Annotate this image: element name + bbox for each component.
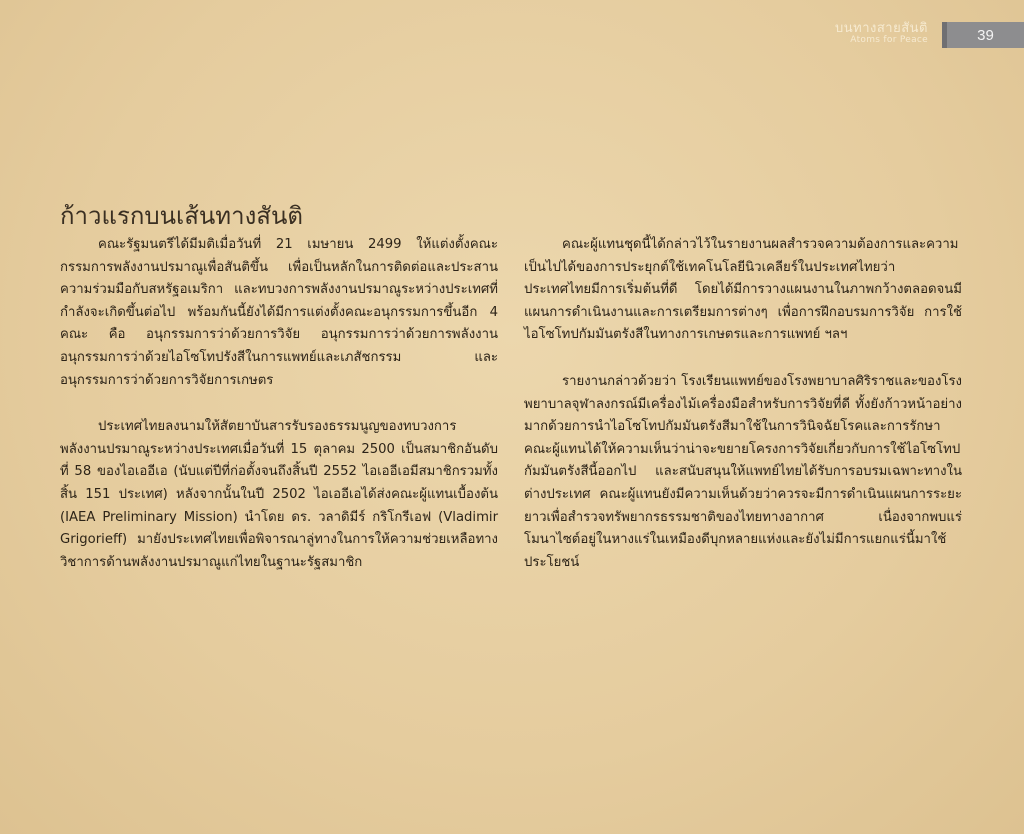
paragraph: รายงานกล่าวด้วยว่า โรงเรียนแพทย์ของโรงพยาบาลศิริราชและของโรงพยาบาลจุฬาลงกรณ์มีเครื่องไม้เครื่องมือสำหรับการวิจัยที่ดี ทั้งยังก้าวหน้าอย่างมากด้วยการนำไอโซโทปกัมมันตรังสีมาใช้ในการวินิจฉัยโรคและการรักษา คณะผู้แทนได้ให้ความเห็นว่าน่าจะขยายโครงการวิจัยเกี่ยวกับการใช้ไอโซโทปกัมมันตรังสีนี้ออกไป และสนับสนุนให้แพทย์ไทยได้รับการอบรมเฉพาะทางในต่างประเทศ คณะผู้แทนยังมีความเห็นด้วยว่าควรจะมีการดำเนินแผนการระยะยาวเพื่อสำรวจทรัพยากรธรรมชาติของไทยทางอากาศ เนื่องจากพบแร่โมนาไซต์อยู่ในหางแร่ในเหมืองดีบุกหลายแห่งและยังไม่มีการแยกแร่นี้มาใช้ประโยชน์ xyxy=(524,373,962,570)
left-column xyxy=(60,234,498,598)
article-title: ก้าวแรกบนเส้นทางสันติ xyxy=(60,202,303,230)
page-number: 39 xyxy=(977,26,994,44)
right-column xyxy=(524,234,962,598)
paragraph: คณะผู้แทนชุดนี้ได้กล่าวไว้ในรายงานผลสำรวจความต้องการและความเป็นไปได้ของการประยุกต์ใช้เทคโนโลยีนิวเคลียร์ในประเทศไทยว่า ประเทศไทยมีการเริ่มต้นที่ดี โดยได้มีการวางแผนงานในภาพกว้างตลอดจนมีแผนการดำเนินงานและการเตรียมการต่างๆ เพื่อการฝึกอบรมการวิจัย การใช้ไอโซโทปกัมมันตรังสีในทางการเกษตรและการแพทย์ ฯลฯ xyxy=(524,237,962,343)
paragraph: ประเทศไทยลงนามให้สัตยาบันสารรับรองธรรมนูญของทบวงการพลังงานปรมาณูระหว่างประเทศเมื่อวันที่ 15 ตุลาคม 2500 เป็นสมาชิกอันดับที่ 58 ของไอเออีเอ (นับแต่ปีที่ก่อตั้งจนถึงสิ้นปี 2552 ไอเออีเอมีสมาชิกรวมทั้งสิ้น 151 ประเทศ) หลังจากนั้นในปี 2502 ไอเออีเอได้ส่งคณะผู้แทนเบื้องต้น (IAEA Preliminary Mission) นำโดย ดร. วลาดิมีร์ กริโกรีเอฟ (Vladimir Grigorieff) มายังประเทศไทยเพื่อพิจารณาลู่ทางในการให้ความช่วยเหลือทางวิชาการด้านพลังงานปรมาณูแก่ไทยในฐานะรัฐสมาชิก xyxy=(60,419,498,570)
section-subtitle: Atoms for Peace xyxy=(850,35,928,46)
running-header xyxy=(835,22,928,46)
section-title: บนทางสายสันติ xyxy=(835,21,928,36)
paragraph: คณะรัฐมนตรีได้มีมติเมื่อวันที่ 21 เมษายน 2499 ให้แต่งตั้งคณะกรรมการพลังงานปรมาณูเพื่อสันติขึ้น เพื่อเป็นหลักในการติดต่อและประสานความร่วมมือกับสหรัฐอเมริกา และทบวงการพลังงานปรมาณูระหว่างประเทศที่กำลังจะเกิดขึ้นต่อไป พร้อมกันนี้ยังได้มีการแต่งตั้งคณะอนุกรรมการขึ้นอีก 4 คณะ คือ อนุกรรมการว่าด้วยการวิจัย อนุกรรมการว่าด้วยการพลังงาน อนุกรรมการว่าด้วยไอโซโทปรังสีในการแพทย์และเภสัชกรรม และอนุกรรมการว่าด้วยการวิจัยการเกษตร xyxy=(60,237,498,388)
page-number-tab xyxy=(942,22,1024,48)
